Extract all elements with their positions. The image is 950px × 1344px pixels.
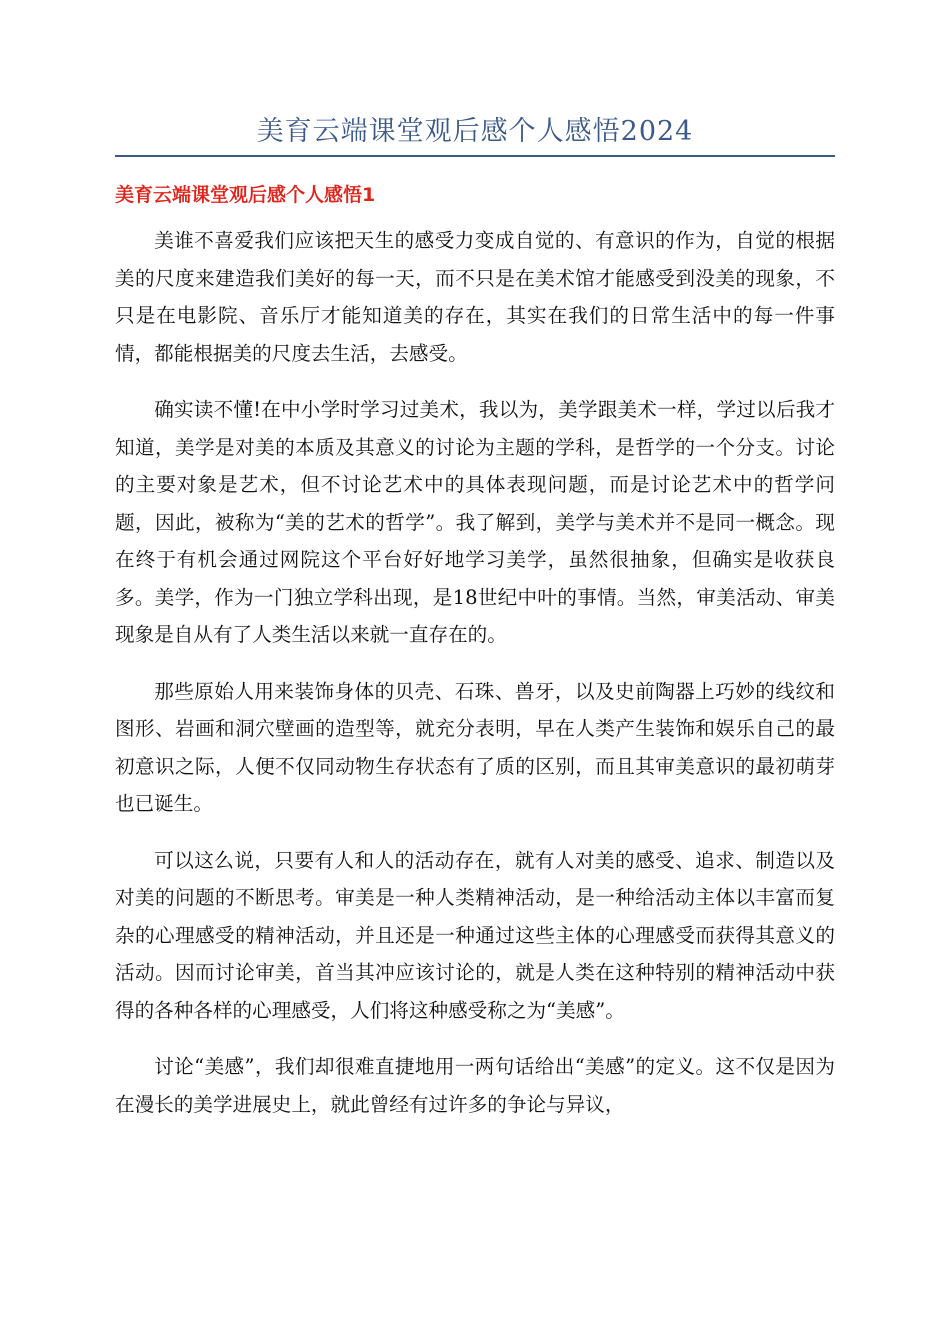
body-text	[115, 222, 835, 1142]
paragraph: 美谁不喜爱我们应该把天生的感受力变成自觉的、有意识的作为，自觉的根据美的尺度来建造我们美好的每一天，而不只是在美术馆才能感受到没美的现象，不只是在电影院、音乐厅才能知道美的存在，其实在我们的日常生活中的每一件事情，都能根据美的尺度去生活，去感受。	[115, 229, 835, 365]
paragraph: 那些原始人用来装饰身体的贝壳、石珠、兽牙，以及史前陶器上巧妙的线纹和图形、岩画和洞穴壁画的造型等，就充分表明，早在人类产生装饰和娱乐自己的最初意识之际，人便不仅同动物生存状态有了质的区别，而且其审美意识的最初萌芽也已诞生。	[115, 679, 835, 815]
paragraph: 确实读不懂!在中小学时学习过美术，我以为，美学跟美术一样，学过以后我才知道，美学是对美的本质及其意义的讨论为主题的学科，是哲学的一个分支。讨论的主要对象是艺术，但不讨论艺术中的具体表现问题，而是讨论艺术中的哲学问题，因此，被称为“美的艺术的哲学”。我了解到，美学与美术并不是同一概念。现在终于有机会通过网院这个平台好好地学习美学，虽然很抽象，但确实是收获良多。美学，作为一门独立学科出现，是18世纪中叶的事情。当然，审美活动、审美现象是自从有了人类生活以来就一直存在的。	[115, 398, 835, 646]
paragraph: 可以这么说，只要有人和人的活动存在，就有人对美的感受、追求、制造以及对美的问题的不断思考。审美是一种人类精神活动，是一种给活动主体以丰富而复杂的心理感受的精神活动，并且还是一种通过这些主体的心理感受而获得其意义的活动。因而讨论审美，首当其冲应该讨论的，就是人类在这种特别的精神活动中获得的各种各样的心理感受，人们将这种感受称之为“美感”。	[115, 848, 835, 1022]
paragraph: 讨论“美感”，我们却很难直捷地用一两句话给出“美感”的定义。这不仅是因为在漫长的美学进展史上，就此曾经有过许多的争论与异议，	[115, 1055, 835, 1116]
section-heading: 美育云端课堂观后感个人感悟1	[115, 184, 376, 206]
title-underline	[115, 155, 835, 157]
document-title: 美育云端课堂观后感个人感悟2024	[256, 116, 694, 147]
